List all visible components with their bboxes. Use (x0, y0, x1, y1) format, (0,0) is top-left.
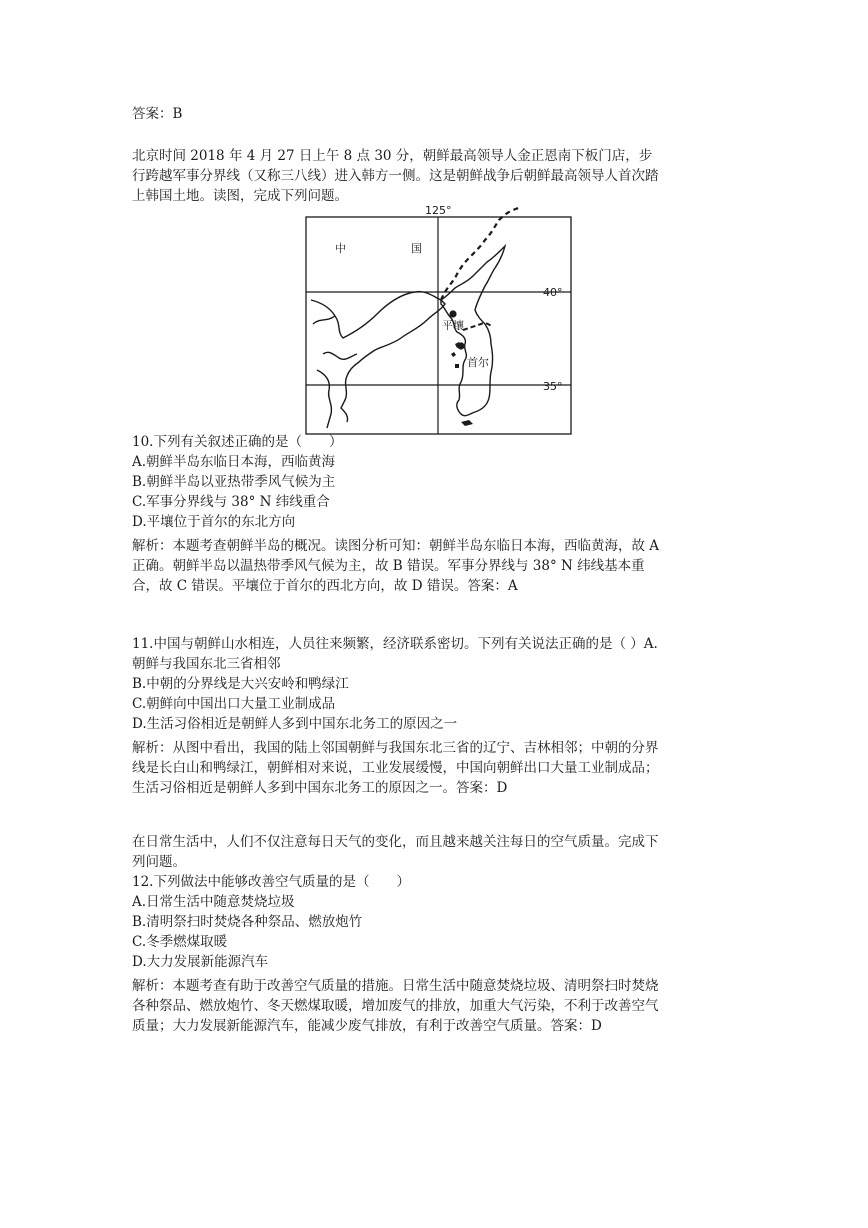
coastline-china (311, 292, 445, 428)
intro-line: 北京时间 2018 年 4 月 27 日上午 8 点 30 分，朝鲜最高领导人金正恩南下板门店，步 (132, 148, 653, 164)
seoul-dot (457, 342, 464, 349)
question-12-option: B.清明祭扫时焚烧各种祭品、燃放炮竹 (132, 914, 363, 930)
question-10-analysis: 解析：本题考查朝鲜半岛的概况。读图分析可知：朝鲜半岛东临日本海，西临黄海，故 A (132, 538, 660, 554)
question-12-stem: 12.下列做法中能够改善空气质量的是（ ） (132, 874, 410, 890)
islands (451, 342, 473, 426)
question-12-analysis: 各种祭品、燃放炮竹、冬天燃煤取暖，增加废气的排放，加重大气污染，不利于改善空气 (132, 998, 659, 1014)
question-11-analysis: 解析：从图中看出，我国的陆上邻国朝鲜与我国东北三省的辽宁、吉林相邻；中朝的分界 (132, 740, 659, 756)
country-label: 中 (335, 242, 346, 255)
intro-line: 行跨越军事分界线（又称三八线）进入韩方一侧。这是朝鲜战争后朝鲜最高领导人首次踏 (132, 168, 659, 184)
question-12-option: A.日常生活中随意焚烧垃圾 (132, 894, 295, 910)
question-11-analysis: 线是长白山和鸭绿江，朝鲜相对来说，工业发展缓慢，中国向朝鲜出口大量工业制成品； (132, 760, 659, 776)
question-10-option: C.军事分界线与 38° N 纬线重合 (132, 494, 330, 510)
answer-line: 答案：B (132, 106, 183, 122)
pyongyang-dot (449, 310, 456, 317)
question-12-intro: 在日常生活中，人们不仅注意每日天气的变化，而且越来越关注每日的空气质量。完成下 (132, 834, 659, 850)
border-line (441, 208, 519, 300)
question-11-option: D.生活习俗相近是朝鲜人多到中国东北务工的原因之一 (132, 716, 458, 732)
question-11-stem: 朝鲜与我国东北三省相邻 (132, 656, 281, 672)
question-10-analysis: 合，故 C 错误。平壤位于首尔的西北方向，故 D 错误。答案：A (132, 578, 518, 594)
city-label-seoul: 首尔 (467, 356, 489, 369)
question-12-option: D.大力发展新能源汽车 (132, 954, 269, 970)
question-12-intro: 列问题。 (132, 854, 186, 870)
city-label-pyongyang: 平壤 (442, 319, 464, 332)
question-10-analysis: 正确。朝鲜半岛以温热带季风气候为主，故 B 错误。军事分界线与 38° N 纬线基本重 (132, 558, 645, 574)
lat-label-35: 35° (543, 380, 563, 393)
question-11-option: B.中朝的分界线是大兴安岭和鸭绿江 (132, 676, 349, 692)
question-10-option: B.朝鲜半岛以亚热带季风气候为主 (132, 474, 336, 490)
korea-peninsula-map (305, 204, 575, 436)
lon-label: 125° (425, 204, 452, 217)
question-11-analysis: 生活习俗相近是朝鲜人多到中国东北务工的原因之一。答案：D (132, 780, 508, 796)
question-10-option: A.朝鲜半岛东临日本海，西临黄海 (132, 454, 336, 470)
question-12-analysis: 质量；大力发展新能源汽车，能减少废气排放，有利于改善空气质量。答案：D (132, 1018, 602, 1034)
question-10-stem: 10.下列有关叙述正确的是（ ） (132, 434, 343, 450)
question-12-option: C.冬季燃煤取暖 (132, 934, 228, 950)
question-12-analysis: 解析：本题考查有助于改善空气质量的措施。日常生活中随意焚烧垃圾、清明祭扫时焚烧 (132, 978, 659, 994)
country-label: 国 (411, 242, 422, 255)
intro-line: 上韩国土地。读图，完成下列问题。 (132, 188, 348, 204)
lat-label-40: 40° (543, 286, 563, 299)
question-11-stem: 11.中国与朝鲜山水相连，人员往来频繁，经济联系密切。下列有关说法正确的是（ ）A. (132, 636, 658, 652)
question-11-option: C.朝鲜向中国出口大量工业制成品 (132, 696, 336, 712)
question-10-option: D.平壤位于首尔的东北方向 (132, 514, 296, 530)
